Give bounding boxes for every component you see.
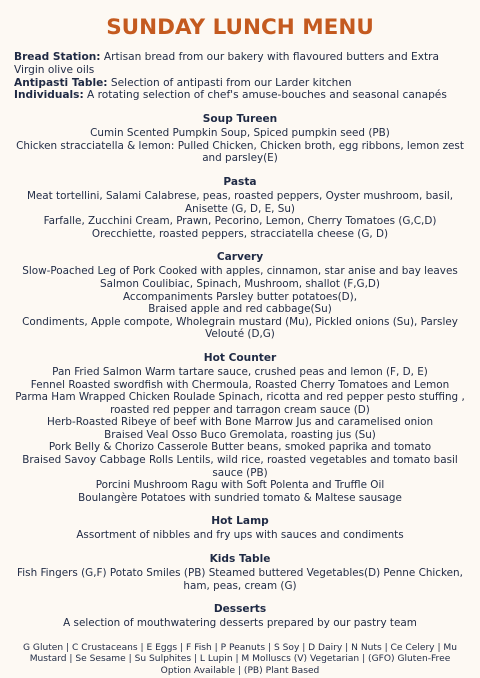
intro-line-antipasti [14, 77, 466, 90]
section-soup-tureen [14, 113, 466, 165]
menu-item: Condiments, Apple compote, Wholegrain mustard (Mu), Pickled onions (Su), Parsley Velouté (D,G) [22, 315, 458, 341]
section-title: Hot Lamp [211, 515, 269, 528]
intro-line-individuals [14, 89, 466, 102]
menu-item: Pork Belly & Chorizo Casserole Butter beans, smoked paprika and tomato [48, 441, 432, 454]
section-desserts [14, 603, 466, 630]
intro-block [14, 51, 466, 102]
menu-item: Meat tortellini, Salami Calabrese, peas, roasted peppers, Oyster mushroom, basil, Anisette (G, D, E, Su) [26, 189, 454, 215]
section-hot-counter [14, 352, 466, 505]
menu-item: Porcini Mushroom Ragu with Soft Polenta and Truffle Oil [95, 479, 385, 492]
section-hot-lamp [14, 515, 466, 542]
menu-item: Chicken stracciatella & lemon: Pulled Chicken, Chicken broth, egg ribbons, lemon zest and parsley(E) [16, 139, 464, 165]
menu-item: Fish Fingers (G,F) Potato Smiles (PB) Steamed buttered Vegetables(D) Penne Chicken, ham, peas, cream (G) [17, 567, 463, 592]
menu-item: Accompaniments Parsley butter potatoes(D), [122, 290, 358, 303]
menu-item: Assortment of nibbles and fry ups with sauces and condiments [76, 529, 404, 542]
menu-item: Salmon Coulibiac, Spinach, Mushroom, shallot (F,G,D) [100, 277, 380, 290]
menu-item: Boulangère Potatoes with sundried tomato & Maltese sausage [78, 491, 402, 504]
menu-item: Fennel Roasted swordfish with Chermoula, Roasted Cherry Tomatoes and Lemon [30, 378, 450, 391]
section-kids-table [14, 553, 466, 592]
menu-item: Braised apple and red cabbage(Su) [148, 303, 332, 316]
menu-title: SUNDAY LUNCH MENU [106, 15, 374, 40]
menu-item: Cumin Scented Pumpkin Soup, Spiced pumpkin seed (PB) [90, 127, 390, 140]
menu-item: Farfalle, Zucchini Cream, Prawn, Pecorino, Lemon, Cherry Tomatoes (G,C,D) [43, 215, 437, 228]
intro-text: Artisan bread from our bakery with flavoured butters and Extra Virgin olive oils [14, 51, 440, 76]
intro-line-bread-station [14, 51, 466, 77]
section-carvery [14, 251, 466, 341]
allergen-legend-text: G Gluten | C Crustaceans | E Eggs | F Fish | P Peanuts | S Soy | D Dairy | N Nuts | Ce Celery | Mu Mustard | Se Sesame | Su Sulphites | L Lupin | M Molluscs (V) Vegetarian | (GFO) Gluten-Free Option Available | (PB) Plant Based [22, 642, 458, 676]
menu-item: Herb-Roasted Ribeye of beef with Bone Marrow Jus and caramelised onion [46, 416, 434, 429]
intro-label: Bread Station: [14, 51, 101, 63]
menu-item: Parma Ham Wrapped Chicken Roulade Spinach, ricotta and red pepper pesto stuffing , roasted red pepper and tarragon cream sauce (D) [15, 391, 465, 416]
intro-label: Individuals: [14, 89, 84, 102]
menu-item: Braised Veal Osso Buco Gremolata, roasting jus (Su) [104, 428, 376, 441]
intro-label: Antipasti Table: [14, 76, 108, 89]
intro-text: A rotating selection of chef's amuse-bouches and seasonal canapés [83, 89, 447, 102]
section-title: Carvery [216, 251, 264, 264]
section-title: Kids Table [209, 553, 271, 566]
section-title: Desserts [213, 603, 267, 616]
menu-item: Orecchiette, roasted peppers, stracciatella cheese (G, D) [91, 227, 389, 240]
menu-item: Braised Savoy Cabbage Rolls Lentils, wild rice, roasted vegetables and tomato basil sauce (PB) [22, 454, 458, 479]
menu-item: A selection of mouthwatering desserts prepared by our pastry team [63, 617, 417, 630]
section-pasta [14, 176, 466, 240]
menu-item: Pan Fried Salmon Warm tartare sauce, crushed peas and lemon (F, D, E) [52, 365, 428, 378]
allergen-legend [14, 643, 466, 678]
section-title: Soup Tureen [202, 113, 278, 126]
section-title: Pasta [223, 175, 257, 188]
section-title: Hot Counter [203, 351, 277, 364]
intro-text: Selection of antipasti from our Larder kitchen [107, 76, 352, 89]
menu-item: Slow-Poached Leg of Pork Cooked with apples, cinnamon, star anise and bay leaves [22, 265, 458, 278]
